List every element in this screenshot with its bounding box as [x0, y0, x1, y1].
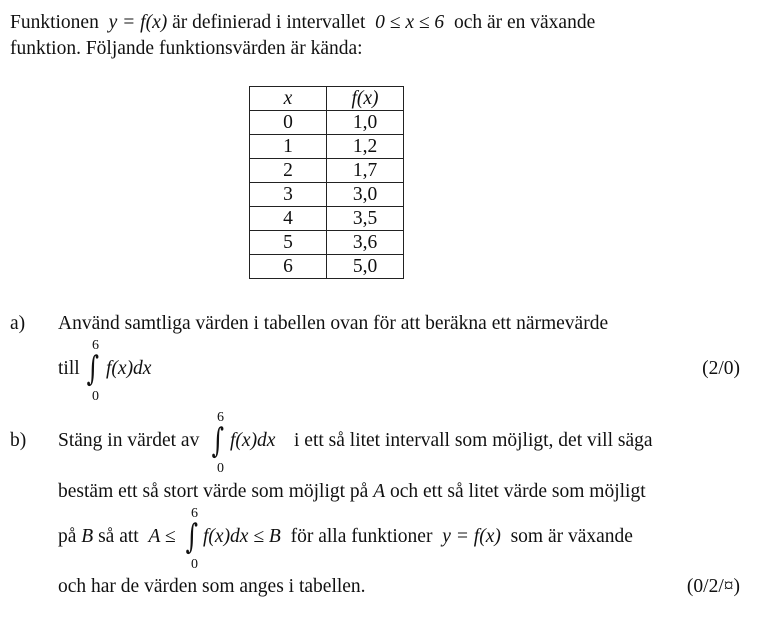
part-b-points: (0/2/¤): [686, 576, 740, 597]
cell: 1: [250, 135, 327, 159]
text: Funktionen: [10, 12, 99, 33]
cell: 1,0: [327, 111, 404, 135]
upper-limit: 6: [191, 506, 198, 521]
text: så att: [98, 526, 139, 547]
cell: 1,2: [327, 135, 404, 159]
math: y = f(x): [442, 526, 501, 547]
text: och ett så litet värde som möjligt: [390, 481, 646, 502]
math: B: [81, 526, 94, 547]
text: bestäm ett så stort värde som möjligt på: [58, 481, 369, 502]
cell: 2: [250, 159, 327, 183]
cell: 3,6: [327, 231, 404, 255]
math: 0 ≤ x ≤ 6: [375, 12, 445, 33]
math: y = f(x): [108, 12, 168, 33]
lower-limit: 0: [92, 389, 99, 404]
upper-limit: 6: [92, 338, 99, 353]
cell: 5,0: [327, 255, 404, 279]
table-header-row: [250, 87, 404, 111]
text: och är en växande: [453, 12, 596, 33]
value-table: [249, 86, 404, 279]
integral-sign: ∫: [86, 349, 100, 389]
cell: 1,7: [327, 159, 404, 183]
part-b-line-3a: [58, 525, 176, 549]
upper-limit: 6: [217, 410, 224, 425]
part-b-line-1b: i ett så litet intervall som möjligt, det vill säga: [294, 430, 653, 451]
text: som är växande: [510, 526, 633, 547]
intro-line-2: funktion. Följande funktionsvärden är kända:: [10, 38, 363, 59]
math: f(x)dx ≤ B: [203, 526, 281, 547]
text: för alla funktioner: [290, 526, 433, 547]
lower-limit: 0: [191, 557, 198, 572]
text: är definierad i intervallet: [172, 12, 366, 33]
cell: 0: [250, 111, 327, 135]
cell: 6: [250, 255, 327, 279]
part-a-points: (2/0): [702, 358, 740, 379]
integral-sign: ∫: [185, 517, 199, 557]
cell: 5: [250, 231, 327, 255]
part-b-line-2: [58, 480, 646, 504]
header-fx: f(x): [351, 87, 379, 109]
table-row: [250, 255, 404, 279]
cell: 4: [250, 207, 327, 231]
intro-line-1: [10, 11, 595, 35]
table-row: [250, 183, 404, 207]
part-b-label: b): [10, 430, 27, 451]
part-a-integrand: [106, 357, 151, 381]
header-x: x: [283, 87, 293, 109]
part-a-till: till: [58, 358, 80, 379]
part-a-line-1: Använd samtliga värden i tabellen ovan för att beräkna ett närmevärde: [58, 313, 609, 334]
math: A ≤: [148, 526, 176, 547]
part-b-line-3b: [203, 525, 633, 549]
part-a-label: a): [10, 313, 26, 334]
cell: 3,5: [327, 207, 404, 231]
table-row: [250, 159, 404, 183]
table-row: [250, 231, 404, 255]
math: f(x)dx: [230, 430, 276, 451]
cell: 3: [250, 183, 327, 207]
math: f(x)dx: [106, 358, 152, 379]
integral-sign: ∫: [211, 421, 225, 461]
math: A: [373, 481, 386, 502]
table-row: [250, 135, 404, 159]
lower-limit: 0: [217, 461, 224, 476]
cell: 3,0: [327, 183, 404, 207]
part-b-line-1a: Stäng in värdet av: [58, 430, 200, 451]
part-b-line-4: och har de värden som anges i tabellen.: [58, 576, 366, 597]
text: på: [58, 526, 77, 547]
part-b-integrand: [230, 429, 275, 453]
table-row: [250, 111, 404, 135]
table-row: [250, 207, 404, 231]
